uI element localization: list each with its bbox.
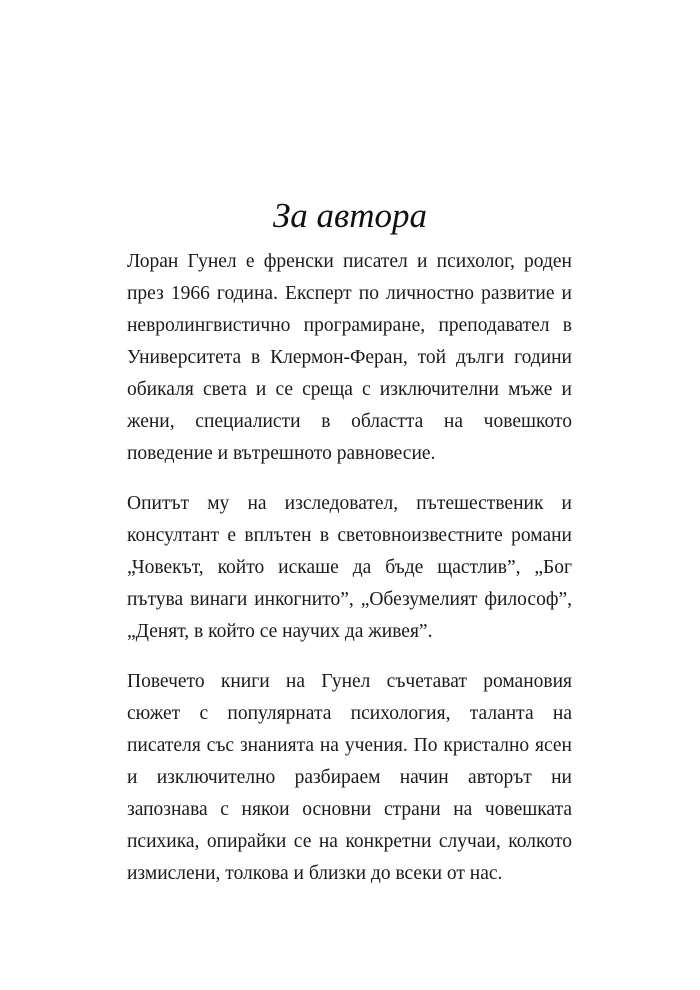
paragraph-books-summary: Повечето книги на Гунел съчетават романовия сюжет с популярната психология, таланта на писателя със знанията на учения. По кристално ясен и изключително разбираем начин авторът ни запознава с някои основни страни на човешката психика, опирайки се на конкретни случаи, колкото измислени, толкова и близки до всеки от нас. (127, 671, 572, 884)
page-body (127, 246, 572, 890)
page-title: За автора (272, 196, 428, 235)
paragraph-novels: Опитът му на изследовател, пътешественик и консултант е вплътен в световноизвестните романи „Човекът, който искаше да бъде щастлив”, „Бог пътува винаги инкогнито”, „Обезумелият философ”, „Денят, в който се научих да живея”. (127, 493, 572, 642)
paragraph-biography: Лоран Гунел е френски писател и психолог, роден през 1966 година. Експерт по личностно развитие и невролингвистично програмиране, преподавател в Университета в Клермон-Феран, той дълги години обикаля света и се среща с изключителни мъже и жени, специалисти в областта на човешкото поведение и вътрешното равновесие. (127, 251, 572, 464)
